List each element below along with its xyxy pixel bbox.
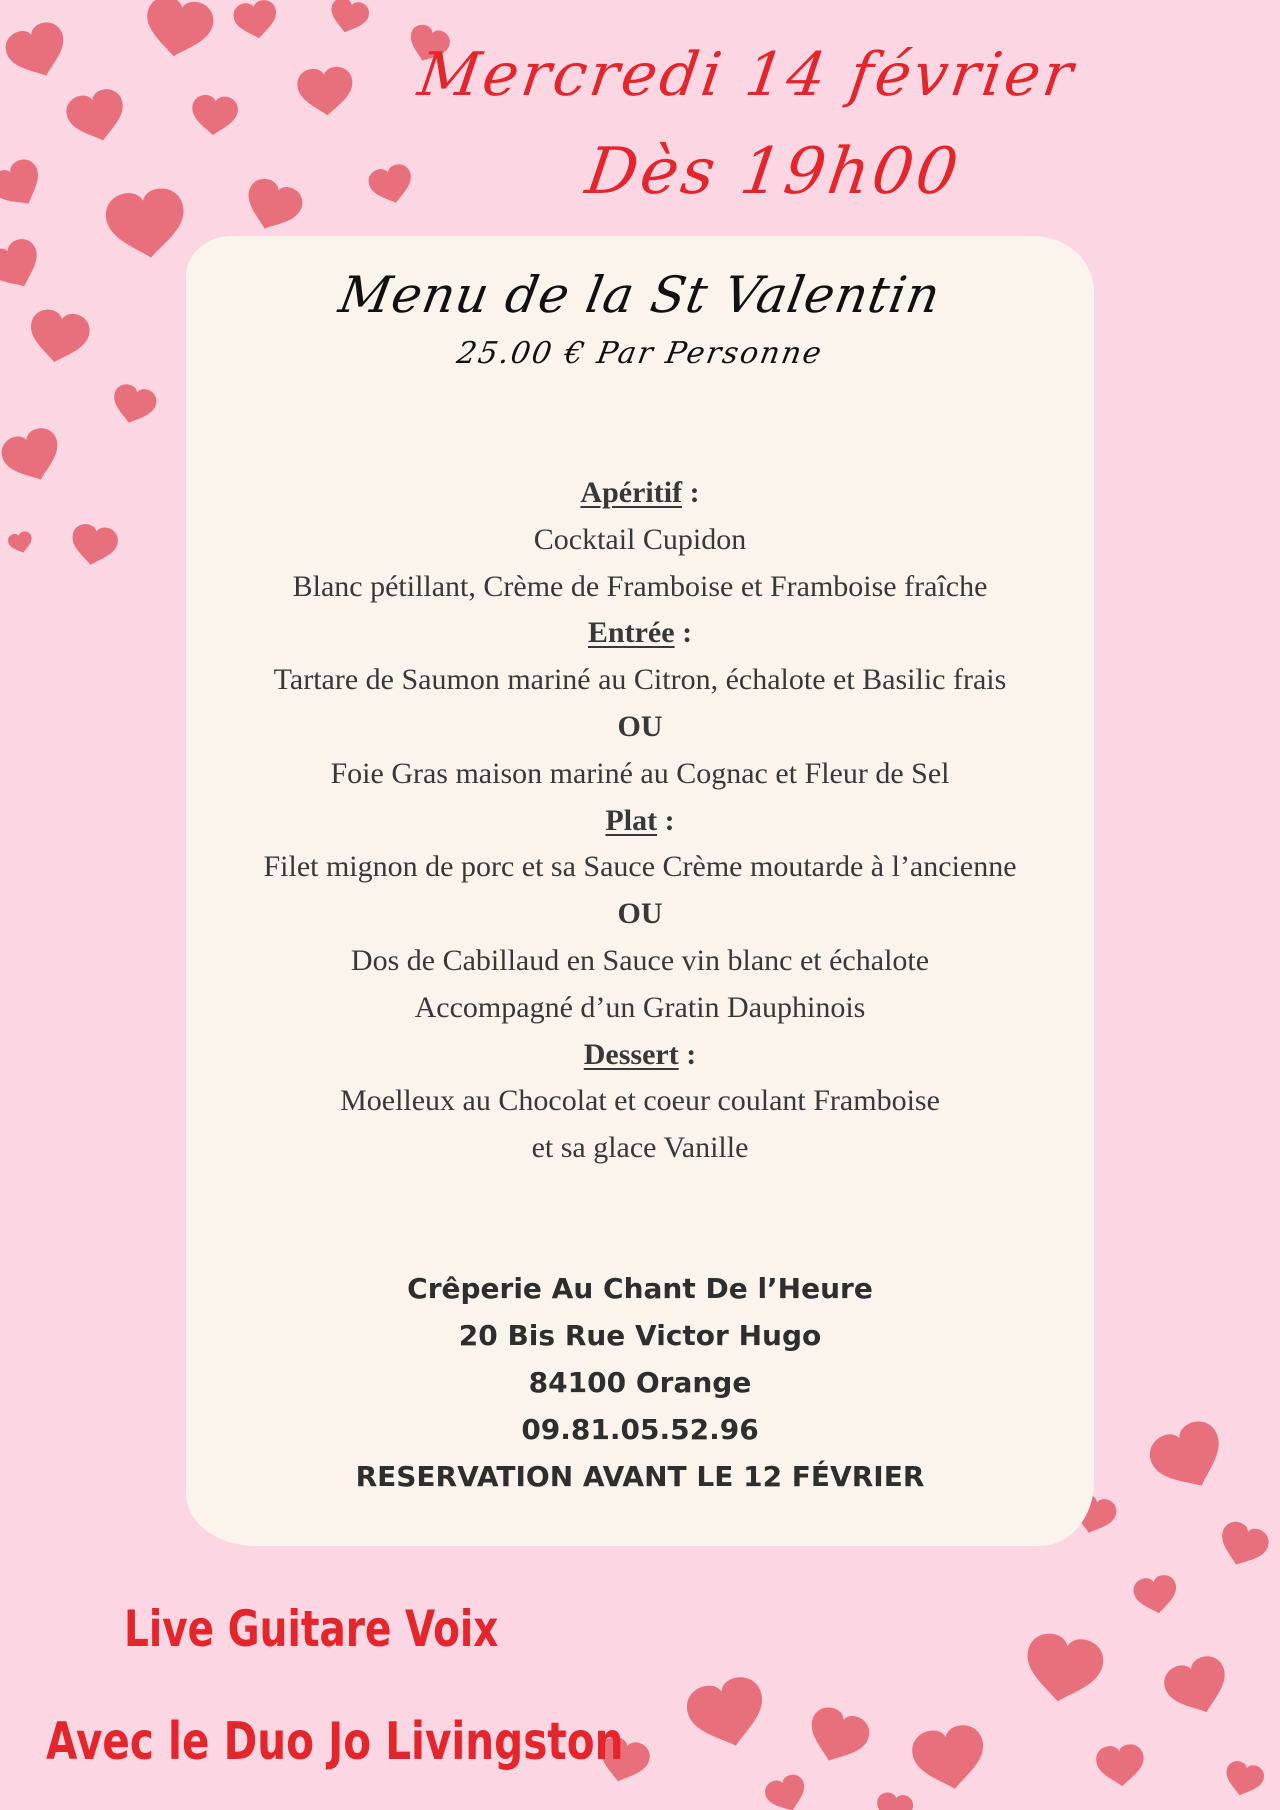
heart-decoration [874,1791,915,1810]
reservation-deadline: RESERVATION AVANT LE 12 FÉVRIER [355,1460,925,1493]
plat-side: Accompagné d’un Gratin Dauphinois [414,990,866,1024]
plat-colon: : [657,803,675,837]
plat-option-1: Filet mignon de porc et sa Sauce Crème moutarde à l’ancienne [263,850,1017,884]
entree-option-2: Foie Gras maison mariné au Cognac et Fleur de Sel [330,756,950,790]
dessert-heading: Dessert [583,1037,679,1071]
heart-decoration [682,1672,772,1755]
heart-decoration [1214,1518,1273,1573]
performer-line: Avec le Duo Jo Livingston [46,1712,624,1772]
entree-option-1: Tartare de Saumon mariné au Citron, échalote et Basilic frais [273,663,1007,697]
venue-phone: 09.81.05.52.96 [521,1413,759,1446]
heart-decoration [0,424,68,490]
heart-decoration [1143,1415,1234,1501]
entree-heading: Entrée [587,616,675,650]
heart-decoration [1159,1651,1235,1722]
menu-body [186,470,1094,1172]
live-music-line: Live Guitare Voix [124,1600,499,1658]
venue-info [186,1265,1094,1500]
plat-heading: Plat [605,803,658,837]
plat-section-heading [186,798,1094,845]
heart-decoration [762,1772,811,1810]
venue-city: 84100 Orange [528,1366,752,1399]
venue-name: Crêperie Au Chant De l’Heure [407,1272,873,1305]
venue-street: 20 Bis Rue Victor Hugo [458,1319,822,1352]
event-date: Mercredi 14 février [413,40,1080,110]
dessert-section-heading [186,1032,1094,1079]
aperitif-section-heading [186,470,1094,517]
aperitif-description: Blanc pétillant, Crème de Framboise et Framboise fraîche [292,569,988,603]
heart-decoration [909,1722,990,1795]
heart-decoration [326,0,371,37]
heart-decoration [108,382,159,429]
dessert-item: Moelleux au Chocolat et coeur coulant Framboise [340,1084,940,1118]
dessert-colon: : [678,1037,697,1071]
entree-colon: : [674,616,693,650]
heart-decoration [1221,1759,1266,1801]
heart-decoration [0,234,48,297]
heart-decoration [1132,1573,1181,1617]
entree-section-heading [186,610,1094,657]
aperitif-colon: : [682,476,700,509]
plat-or: OU [617,897,663,931]
menu-price: 25.00 € Par Personne [454,336,826,371]
event-time: Dès 19h00 [581,135,966,209]
heart-decoration [1020,1630,1106,1708]
aperitif-heading: Apéritif [580,476,683,509]
dessert-side: et sa glace Vanille [531,1131,749,1165]
heart-decoration [7,530,35,556]
heart-decoration [68,522,120,569]
entree-or: OU [617,709,663,743]
heart-decoration [232,0,281,42]
heart-decoration [801,1703,874,1771]
aperitif-item: Cocktail Cupidon [533,522,747,556]
heart-decoration [25,307,92,367]
menu-title: Menu de la St Valentin [334,266,946,324]
plat-option-2: Dos de Cabillaud en Sauce vin blanc et échalote [350,943,930,977]
heart-decoration [1095,1743,1146,1788]
